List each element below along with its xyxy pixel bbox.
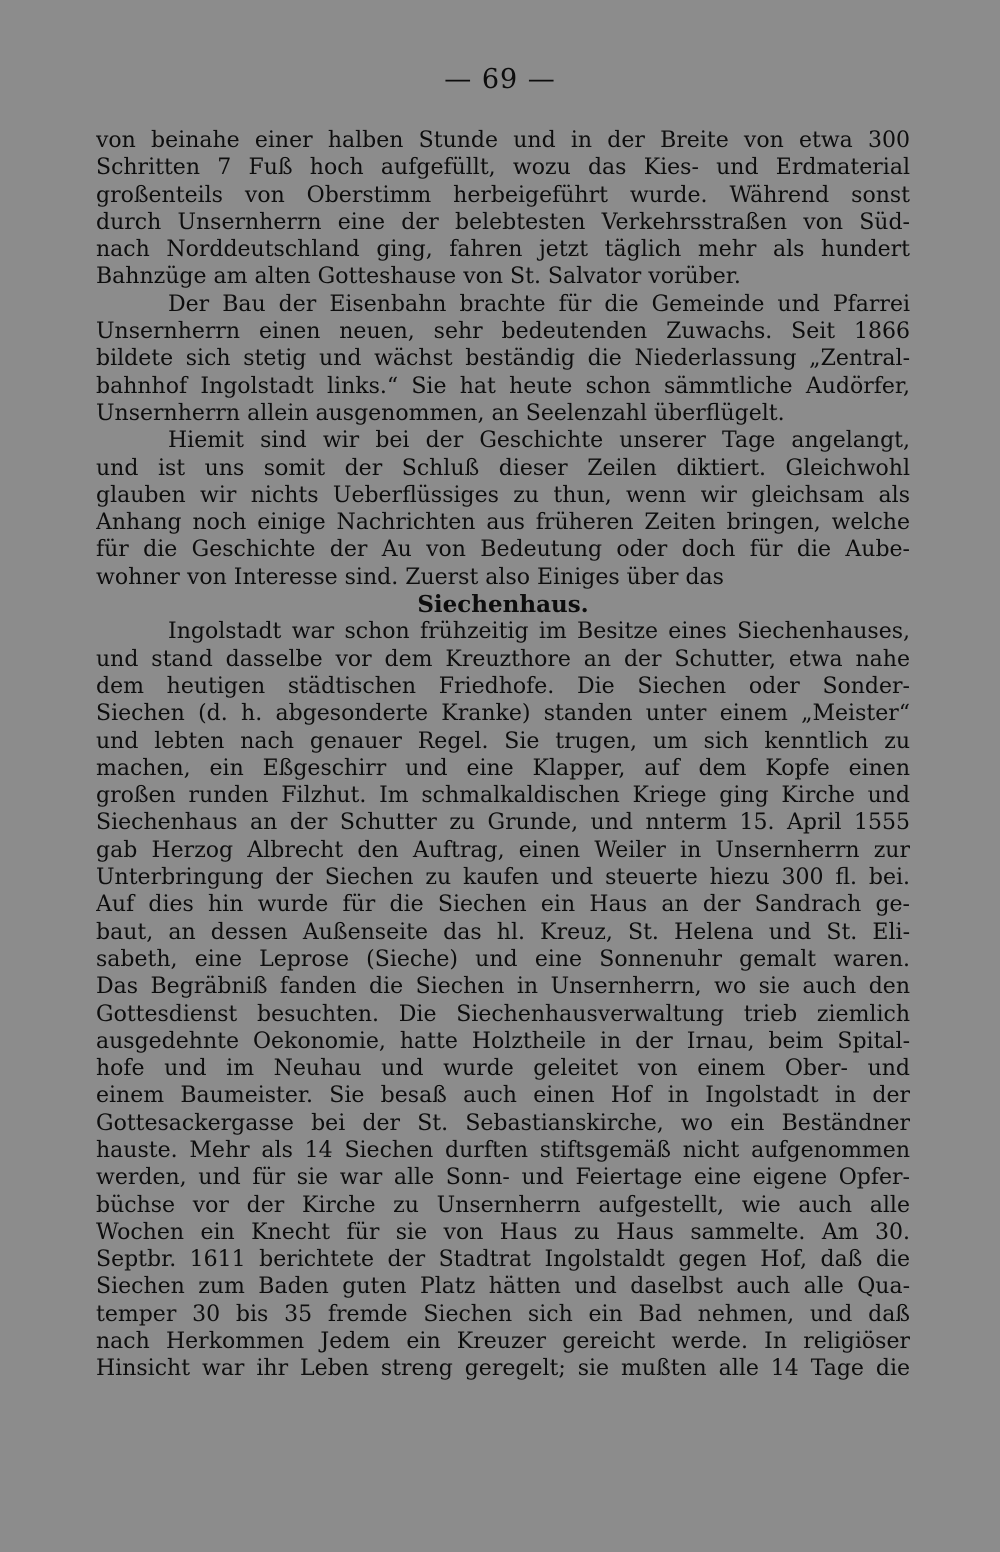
text-line: sabeth, eine Leprose (Sieche) und eine Sonnenuhr gemalt waren. [96, 946, 910, 972]
text-line: hofe und im Neuhau und wurde geleitet von einem Ober- und [96, 1056, 910, 1082]
text-line: bahnhof Ingolstadt links.“ Sie hat heute schon sämmtliche Audörfer, [96, 373, 910, 399]
paragraph-start-line: Ingolstadt war schon frühzeitig im Besitze eines Siechenhauses, [168, 619, 910, 645]
text-line: Wochen ein Knecht für sie von Haus zu Haus sammelte. Am 30. [96, 1219, 910, 1245]
text-line: gab Herzog Albrecht den Auftrag, einen Weiler in Unsernherrn zur [96, 837, 910, 863]
text-line: und stand dasselbe vor dem Kreuzthore an der Schutter, etwa nahe [96, 646, 910, 672]
text-line: nach Herkommen Jedem ein Kreuzer gereicht werde. In religiöser [96, 1329, 910, 1355]
text-line: Bahnzüge am alten Gotteshause von St. Salvator vorüber. [96, 264, 741, 290]
text-line: Siechen (d. h. abgesonderte Kranke) standen unter einem „Meister“ [96, 701, 910, 727]
text-line: Siechenhaus an der Schutter zu Grunde, und nnterm 15. April 1555 [96, 810, 910, 836]
paragraph-start-line: Hiemit sind wir bei der Geschichte unserer Tage angelangt, [168, 428, 910, 454]
text-line: ausgedehnte Oekonomie, hatte Holztheile in der Irnau, beim Spital- [96, 1028, 910, 1054]
text-line: wohner von Interesse sind. Zuerst also Einiges über das [96, 564, 724, 590]
text-line: baut, an dessen Außenseite das hl. Kreuz, St. Helena und St. Eli- [96, 919, 910, 945]
section-heading: Siechenhaus. [417, 591, 589, 619]
text-line: Unterbringung der Siechen zu kaufen und steuerte hiezu 300 fl. bei. [96, 865, 910, 891]
text-line: von beinahe einer halben Stunde und in der Breite von etwa 300 [96, 128, 910, 153]
text-line: büchse vor der Kirche zu Unsernherrn aufgestellt, wie auch alle [96, 1192, 910, 1218]
text-line: einem Baumeister. Sie besaß auch einen Hof in Ingolstadt in der [96, 1083, 910, 1109]
text-line: temper 30 bis 35 fremde Siechen sich ein Bad nehmen, und daß [96, 1301, 910, 1327]
text-line: Septbr. 1611 berichtete der Stadtrat Ingolstaldt gegen Hof, daß die [96, 1247, 910, 1273]
text-line: Hinsicht war ihr Leben streng geregelt; sie mußten alle 14 Tage die [96, 1356, 910, 1382]
text-line: werden, und für sie war alle Sonn- und Feiertage eine eigene Opfer- [96, 1165, 910, 1191]
text-line: dem heutigen städtischen Friedhofe. Die Siechen oder Sonder- [96, 673, 910, 699]
text-line: und lebten nach genauer Regel. Sie trugen, um sich kenntlich zu [96, 728, 910, 754]
text-line: für die Geschichte der Au von Bedeutung oder doch für die Aube- [96, 537, 910, 563]
text-line: durch Unsernherrn eine der belebtesten Verkehrsstraßen von Süd- [96, 209, 910, 235]
text-line: Unsernherrn einen neuen, sehr bedeutenden Zuwachs. Seit 1866 [96, 319, 910, 345]
text-line: Das Begräbniß fanden die Siechen in Unsernherrn, wo sie auch den [96, 974, 910, 1000]
text-line: hauste. Mehr als 14 Siechen durften stiftsgemäß nicht aufgenommen [96, 1137, 910, 1163]
text-line: Siechen zum Baden guten Platz hätten und daselbst auch alle Qua- [96, 1274, 910, 1300]
text-line: und ist uns somit der Schluß dieser Zeilen diktiert. Gleichwohl [96, 455, 910, 481]
text-line: Gottesdienst besuchten. Die Siechenhausverwaltung trieb ziemlich [96, 1001, 910, 1027]
paragraph-start-line: Der Bau der Eisenbahn brachte für die Gemeinde und Pfarrei [168, 291, 910, 317]
text-line: Unsernherrn allein ausgenommen, an Seelenzahl überflügelt. [96, 400, 785, 426]
body-text [96, 127, 910, 1383]
text-line: glauben wir nichts Ueberflüssiges zu thun, wenn wir gleichsam als [96, 482, 910, 508]
text-line: Gottesackergasse bei der St. Sebastianskirche, wo ein Beständner [96, 1110, 910, 1136]
text-line: großenteils von Oberstimm herbeigeführt wurde. Während sonst [96, 182, 910, 208]
text-line: bildete sich stetig und wächst beständig die Niederlassung „Zentral- [96, 346, 910, 372]
text-line: Auf dies hin wurde für die Siechen ein Haus an der Sandrach ge- [96, 892, 910, 918]
text-line: nach Norddeutschland ging, fahren jetzt täglich mehr als hundert [96, 237, 910, 263]
text-line: Schritten 7 Fuß hoch aufgefüllt, wozu das Kies- und Erdmaterial [96, 155, 910, 181]
text-line: Anhang noch einige Nachrichten aus früheren Zeiten bringen, welche [96, 510, 910, 536]
text-line: machen, ein Eßgeschirr und eine Klapper, auf dem Kopfe einen [96, 755, 910, 781]
page-number: — 69 — [444, 64, 556, 95]
text-line: großen runden Filzhut. Im schmalkaldischen Kriege ging Kirche und [96, 783, 910, 809]
